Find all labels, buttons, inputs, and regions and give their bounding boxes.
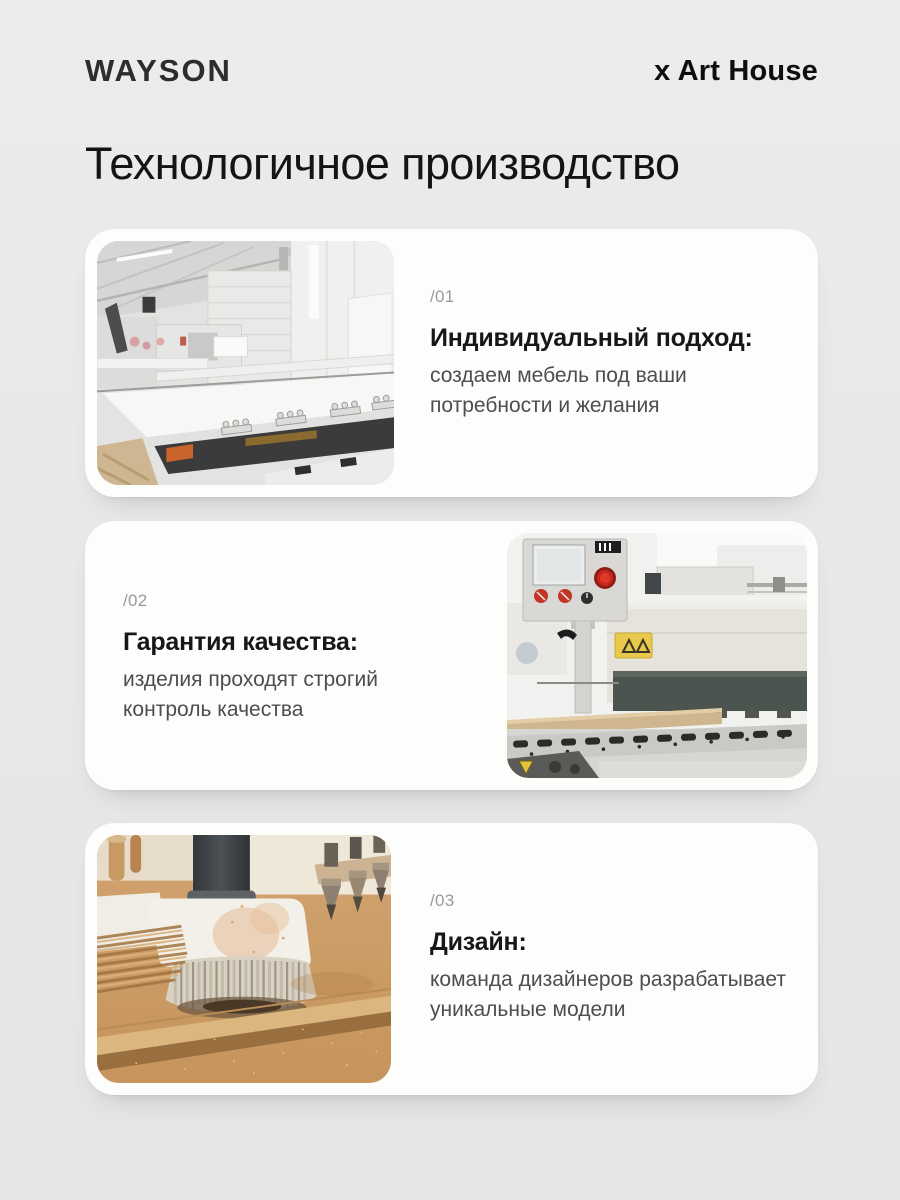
card-number: /03	[430, 891, 455, 910]
edge-banding-machine-photo	[507, 533, 807, 778]
card-body: команда дизайнеров разрабатывает уникальные модели	[430, 968, 787, 1022]
cnc-brush-illustration	[97, 835, 391, 1083]
collab-label: x Art House	[654, 54, 818, 87]
page-title: Технологичное производство	[85, 138, 680, 189]
card-text-block	[430, 287, 805, 421]
feature-card-quality-guarantee	[85, 521, 818, 790]
edge-bander-illustration	[507, 533, 807, 778]
feature-card-individual-approach	[85, 229, 818, 497]
card-title: Гарантия качества:	[123, 628, 358, 656]
feature-card-design	[85, 823, 818, 1095]
card-body: изделия проходят строгий контроль качества	[123, 668, 378, 722]
card-number: /01	[430, 287, 455, 306]
card-title: Индивидуальный подход:	[430, 324, 753, 352]
card-body: создаем мебель под ваши потребности и желания	[430, 364, 687, 418]
workshop-illustration	[97, 241, 394, 485]
cnc-dust-brush-wood-panel-photo	[97, 835, 391, 1083]
card-text-block	[430, 891, 825, 1025]
card-title: Дизайн:	[430, 928, 527, 956]
card-number: /02	[123, 591, 148, 610]
card-text-block	[123, 591, 468, 725]
brand-logo-text: WAYSON	[85, 53, 232, 88]
header	[85, 50, 818, 92]
workshop-cnc-cutting-table-photo	[97, 241, 394, 485]
